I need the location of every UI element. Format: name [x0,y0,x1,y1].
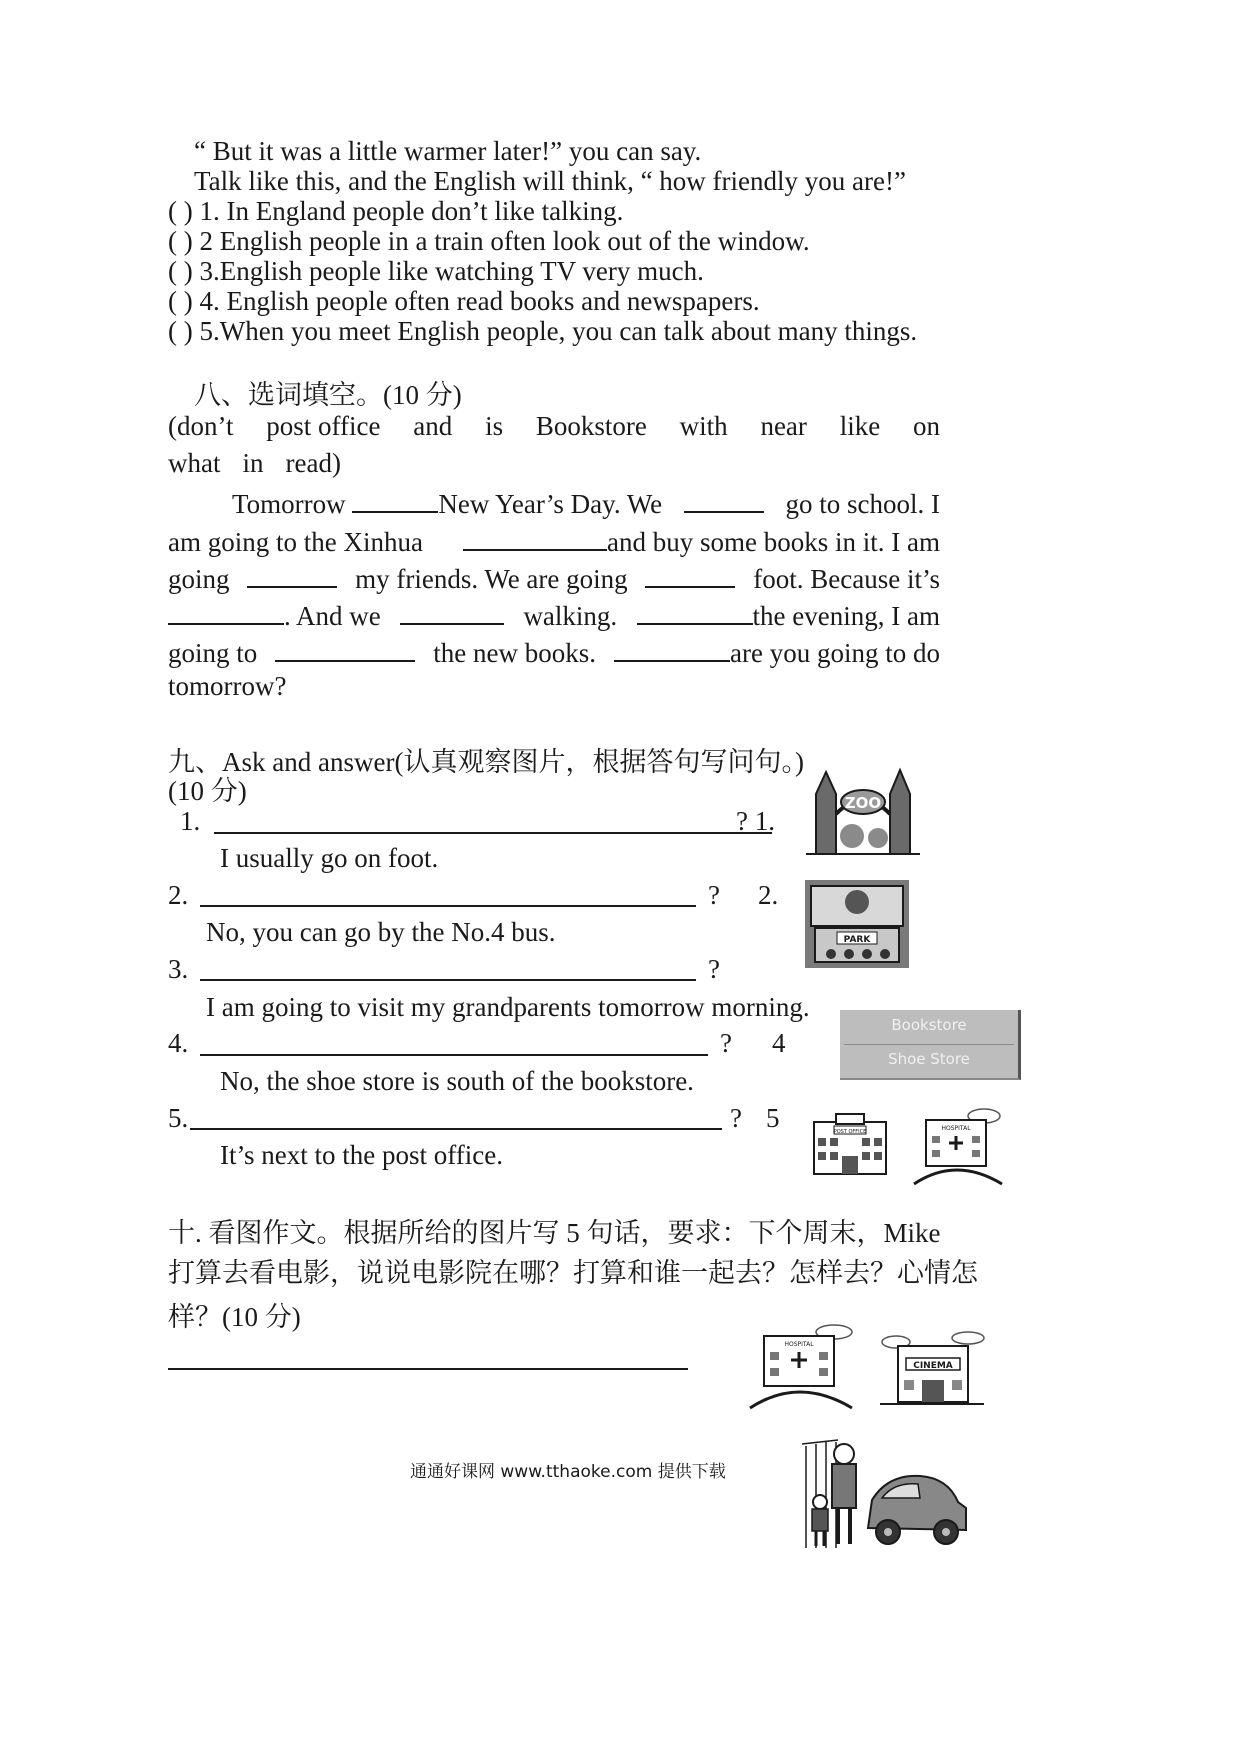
judge-item-2 [168,226,810,257]
answer-paren[interactable]: ( ) [168,226,193,256]
word-bank-word: and [413,411,453,441]
cloze-text: and buy some books in it. I am [607,527,940,557]
cloze-text: going [168,564,230,594]
judge-text: 5.When you meet English people, you can talk about many things. [199,316,918,346]
passage-line-1: “ But it was a little warmer later!” you can say. [194,136,702,166]
cloze-text: Tomorrow [232,489,346,519]
answer-paren[interactable]: ( ) [168,196,193,226]
answer-paren[interactable]: ( ) [168,286,193,316]
cloze-blank-8[interactable] [637,597,753,625]
bookstore-sign: Bookstore [891,1016,967,1034]
q4-number: 4. [168,1028,189,1058]
cloze-text: . And we [284,601,381,631]
cloze-line-5 [168,634,940,669]
zoo-sign-text: ZOO [844,794,882,812]
word-bank-line-2 [168,448,341,479]
q1-tail: ? 1. [736,806,775,836]
section-8-title: 八、选词填空。(10 分) [194,380,462,410]
judge-item-3 [168,256,704,287]
q4-answer: No, the shoe store is south of the bookstore. [220,1066,694,1096]
zoo-gate-image [806,764,920,856]
word-bank-word: post office [266,411,381,441]
cloze-text: going to [168,638,258,668]
hospital-image-2 [746,1322,856,1410]
judge-text: 2 English people in a train often look out of the window. [199,226,810,256]
q3-tail: ? [708,954,720,984]
cloze-text: are you going to do [730,638,940,668]
q3-number: 3. [168,954,189,984]
judge-text: 1. In England people don’t like talking. [199,196,624,226]
hospital-sign-text-2: HOSPITAL [784,1341,814,1348]
cloze-blank-10[interactable] [614,634,730,662]
q2-number: 2. [168,880,189,910]
cloze-blank-3[interactable] [463,523,607,551]
answer-paren[interactable]: ( ) [168,316,193,346]
cloze-text: New Year’s Day. We [438,489,663,519]
cloze-blank-9[interactable] [275,634,415,662]
footer-text: 通通好课网 www.tthaoke.com 提供下载 [410,1462,726,1482]
hospital-image [910,1106,1006,1186]
word-bank-word: what [168,448,221,478]
word-bank-word: (don’t [168,411,234,441]
q5-right-number: 5 [766,1103,780,1133]
park-sign-text: PARK [843,935,871,945]
q5-number: 5. [168,1103,189,1133]
word-bank-word: like [839,411,881,441]
cinema-sign-text: CINEMA [913,1361,953,1371]
cloze-line-3 [168,560,940,595]
cloze-blank-7[interactable] [400,597,504,625]
composition-answer-line[interactable] [168,1368,688,1370]
cloze-text: walking. [523,601,618,631]
cloze-text: go to school. I [785,489,940,519]
judge-item-4 [168,286,760,317]
q4-answer-line[interactable] [200,1054,708,1056]
judge-text: 3.English people like watching TV very much. [199,256,704,286]
q5-tail: ? [730,1103,742,1133]
cloze-text: the new books. [433,638,596,668]
word-bank-word: read) [285,448,341,478]
q1-number: 1. [180,806,201,836]
word-bank-line-1 [168,411,940,442]
store-signs-image [840,1010,1021,1080]
q3-answer-line[interactable] [200,979,696,981]
cloze-blank-5[interactable] [645,560,735,588]
store-divider [844,1044,1014,1045]
q1-answer: I usually go on foot. [220,843,439,873]
q2-answer: No, you can go by the No.4 bus. [206,917,556,947]
post-office-image [808,1112,892,1176]
cloze-text: am going to the Xinhua [168,527,423,557]
q5-answer: It’s next to the post office. [220,1140,503,1170]
answer-paren[interactable]: ( ) [168,256,193,286]
q1-answer-line[interactable] [214,832,772,834]
cloze-blank-2[interactable] [684,485,764,513]
cloze-line-1 [168,485,940,520]
word-bank-word: Bookstore [535,411,647,441]
post-office-sign-text: POST OFFICE [833,1129,867,1135]
word-bank-word: with [679,411,728,441]
cloze-text: the evening, I am [752,601,940,631]
q4-tail: ? [720,1028,732,1058]
cloze-blank-4[interactable] [247,560,337,588]
cloze-line-6: tomorrow? [168,671,287,701]
section-10-line-3: 样？(10 分) [168,1302,301,1332]
park-image [805,880,909,968]
cinema-image [876,1328,988,1410]
family-car-image [798,1436,978,1550]
section-9-score: (10 分) [168,776,247,806]
section-9-title: 九、Ask and answer(认真观察图片，根据答句写问句。) [168,747,804,777]
judge-item-1 [168,196,623,227]
q5-answer-line[interactable] [190,1128,722,1130]
section-10-line-1: 十. 看图作文。根据所给的图片写 5 句话，要求：下个周末，Mike [168,1218,941,1248]
section-10-line-2: 打算去看电影，说说电影院在哪？打算和谁一起去？怎样去？心情怎 [168,1258,978,1288]
q4-right-number: 4 [772,1028,786,1058]
word-bank-word: on [912,411,940,441]
shoe-store-sign: Shoe Store [888,1050,970,1068]
judge-text: 4. English people often read books and newspapers. [199,286,760,316]
cloze-blank-6[interactable] [168,597,284,625]
q2-answer-line[interactable] [200,905,696,907]
q3-answer: I am going to visit my grandparents tomorrow morning. [206,992,810,1022]
cloze-line-4 [168,597,940,632]
word-bank-word: in [242,448,264,478]
q2-tail: ? [708,880,720,910]
cloze-text: my friends. We are going [355,564,628,594]
cloze-line-2 [168,523,940,558]
cloze-blank-1[interactable] [352,485,438,513]
word-bank-word: near [760,411,807,441]
cloze-text: foot. Because it’s [753,564,940,594]
judge-item-5 [168,316,917,347]
hospital-sign-text: HOSPITAL [941,1125,971,1132]
q2-right-number: 2. [758,880,779,910]
word-bank-word: is [485,411,504,441]
passage-line-2: Talk like this, and the English will think, “ how friendly you are!” [194,166,906,196]
